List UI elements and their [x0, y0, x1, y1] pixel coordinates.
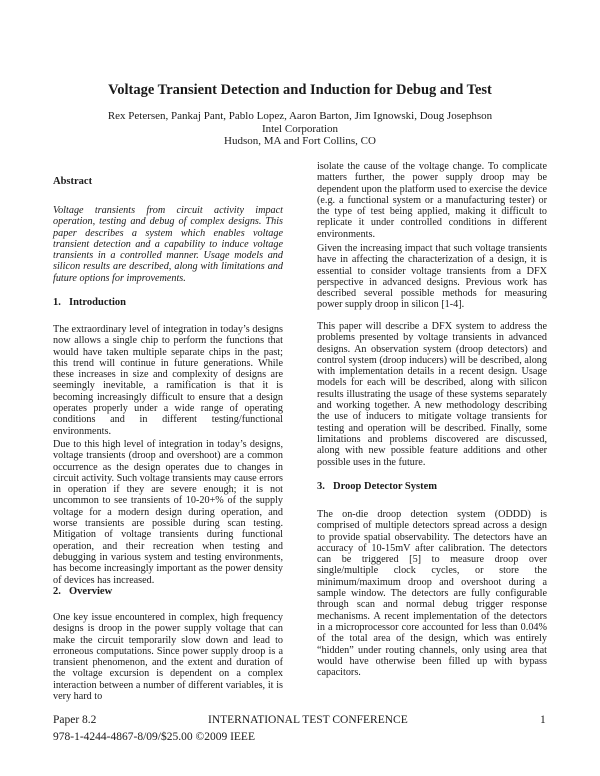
abstract-text: Voltage transients from circuit activity impact operation, testing and debug of complex designs. This paper describes a system which enables voltage transient detection and a capability to induce voltage transients in a controlled manner. Usage models and silicon results are described, along with limitations and future options for improvements. — [53, 205, 283, 284]
footer-page-number: 1 — [540, 714, 546, 726]
paragraph: isolate the cause of the voltage change. To complicate matters further, the power supply droop may be dependent upon the platform used to exercise the device (e.g. a functional system or a manufacturing tester) or the type of test being applied, making it difficult to replicate it under controlled conditions in different environments. — [317, 161, 547, 240]
section-heading-droop-detector: 3. Droop Detector System — [317, 481, 438, 492]
authors: Rex Petersen, Pankaj Pant, Pablo Lopez, Aaron Barton, Jim Ignowski, Doug Josephson — [107, 110, 493, 122]
footer-paper-number: Paper 8.2 — [53, 714, 97, 726]
paragraph: The on-die droop detection system (ODDD) is comprised of multiple detectors spread across a design to provide spatial observability. The detectors have an accuracy of 10-15mV after calibration. The detectors can be triggered [5] to measure droop over single/multiple clock cycles, or store the minimum/maximum droop and overshoot during a sample window. The detectors are fully configurable through scan and normal debug trigger response mechanisms. A recent implementation of the detectors in a microprocessor core accounted for less than 0.04% of the total area of the design, which was entirely “hidden” under routing channels, only using area that would have otherwise been filled up with bypass capacitors. — [317, 509, 547, 679]
section-heading-overview: 2. Overview — [53, 586, 113, 597]
paragraph: The extraordinary level of integration in today’s designs now allows a single chip to perform the functions that would have taken multiple separate chips in the past; this trend will continue in future generations. While these increases in size and complexity of designs are seemingly inevitable, a ramification is that it is becoming increasingly difficult to ensure that a design operates properly under a wide range of operating conditions and in different testing/functional environments. — [53, 324, 283, 437]
section-heading-introduction: 1. Introduction — [53, 297, 126, 308]
paragraph: Given the increasing impact that such voltage transients have in affecting the characterization of a design, it is essential to consider voltage transients from a DFX perspective in advanced designs. Previous work has described several possible methods for measuring power supply droop in silicon [1-4]. — [317, 243, 547, 311]
paper-title: Voltage Transient Detection and Induction for Debug and Test — [108, 82, 492, 98]
paragraph: This paper will describe a DFX system to address the problems presented by voltage transients in advanced designs. An observation system (droop detectors) and control system (droop inducers) will be described, along with implementation details in a recent design. Usage models for each will be described, along with silicon results illustrating the usage of these systems separately and working together. A new methodology describing the use of inducers to mitigate voltage transients for testing and operation will be described. Finally, some limitations and problems discovered are discussed, along with new possible feature additions and other possible uses in the future. — [317, 321, 547, 468]
abstract-heading: Abstract — [53, 176, 93, 187]
footer-isbn: 978-1-4244-4867-8/09/$25.00 ©2009 IEEE — [53, 731, 255, 743]
author-block — [0, 110, 600, 148]
affiliation: Intel Corporation — [261, 122, 339, 135]
location: Hudson, MA and Fort Collins, CO — [224, 135, 376, 147]
paragraph: One key issue encountered in complex, high frequency designs is droop in the power supply voltage that can make the circuit temporarily slow down and lead to erroneous computations. Since power supply droop is a transient phenomenon, and the extent and duration of the voltage excursion is dependent on a complex interaction between a number of different variables, it is very hard to — [53, 612, 283, 703]
paragraph: Due to this high level of integration in today’s designs, voltage transients (droop and overshoot) are a common occurrence as the design operates due to changes in circuit activity. Such voltage transients may cause errors in operation if they are severe enough; it is not uncommon to see transients of 10-20+% of the supply voltage for a modern design during operation, and worse transients are possible during scan testing. Mitigation of voltage transients during functional operation, and their recreation when testing and debugging in various system and testing environments, has become increasingly important as the power density of devices has increased. — [53, 439, 283, 586]
footer-conference: INTERNATIONAL TEST CONFERENCE — [208, 714, 408, 726]
